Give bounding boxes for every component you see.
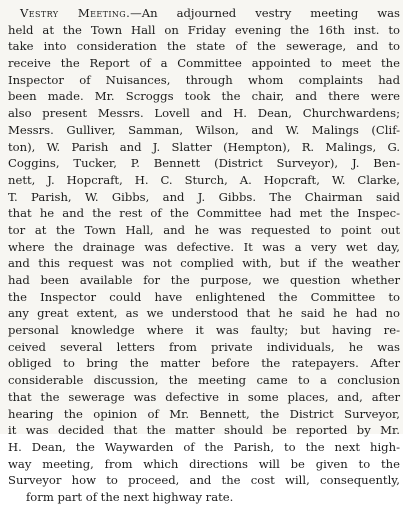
article-line: where the drainage was defective. It was a very wet day, — [8, 239, 400, 254]
article-line: tor at the Town Hall, and he was requested to point out — [8, 222, 400, 237]
article-line — [8, 5, 400, 22]
article-line: form part of the next highway rate. — [26, 489, 234, 504]
article-line: ton), W. Parish and J. Slatter (Hempton), R. Malings, G. — [8, 139, 400, 154]
article-line-text: —An adjourned vestry meeting was — [130, 6, 400, 20]
article-line: any great extent, as we understood that he said he had no — [8, 306, 400, 321]
article-line: considerable discussion, the meeting came to a conclusion — [8, 373, 400, 388]
article-line: been made. Mr. Scroggs took the chair, and there were — [8, 89, 400, 104]
article-line: T. Parish, W. Gibbs, and J. Gibbs. The Chairman said — [8, 189, 400, 204]
article-line: held at the Town Hall on Friday evening the 16th inst. to — [8, 22, 400, 37]
article-line: personal knowledge where it was faulty; but having re- — [8, 323, 400, 338]
article-line: nett, J. Hopcraft, H. C. Sturch, A. Hopcraft, W. Clarke, — [8, 172, 400, 187]
article-line: and this request was not complied with, but if the weather — [8, 256, 400, 271]
article-line: Messrs. Gulliver, Samman, Wilson, and W. Malings (Clif- — [8, 122, 400, 137]
article-heading: Vestry Meeting. — [20, 6, 131, 20]
article-line: Inspector of Nuisances, through whom complaints had — [8, 72, 400, 87]
article-line: hearing the opinion of Mr. Bennett, the District Surveyor, — [8, 406, 400, 421]
article-body — [8, 5, 400, 506]
article-line: it was decided that the matter should be reported by Mr. — [8, 423, 400, 438]
article-line: take into consideration the state of the sewerage, and to — [8, 39, 400, 54]
article-line: also present Messrs. Lovell and H. Dean, Churchwardens; — [8, 106, 400, 121]
article-line: way meeting, from which directions will be given to the — [8, 456, 400, 471]
article-line: Surveyor how to proceed, and the cost will, consequently, — [8, 473, 400, 488]
article-line: Coggins, Tucker, P. Bennett (District Surveyor), J. Ben- — [8, 156, 400, 171]
article-line: H. Dean, the Waywarden of the Parish, to the next high- — [8, 439, 400, 454]
article-line: the Inspector could have enlightened the Committee to — [8, 289, 400, 304]
article-line: obliged to bring the matter before the ratepayers. After — [8, 356, 400, 371]
article-line: that the sewerage was defective in some places, and, after — [8, 389, 400, 404]
article-line: receive the Report of a Committee appointed to meet the — [8, 56, 400, 71]
article-line: that he and the rest of the Committee had met the Inspec- — [8, 206, 400, 221]
article-line: ceived several letters from private individuals, he was — [8, 339, 400, 354]
article-line: had been available for the purpose, we question whether — [8, 273, 400, 287]
